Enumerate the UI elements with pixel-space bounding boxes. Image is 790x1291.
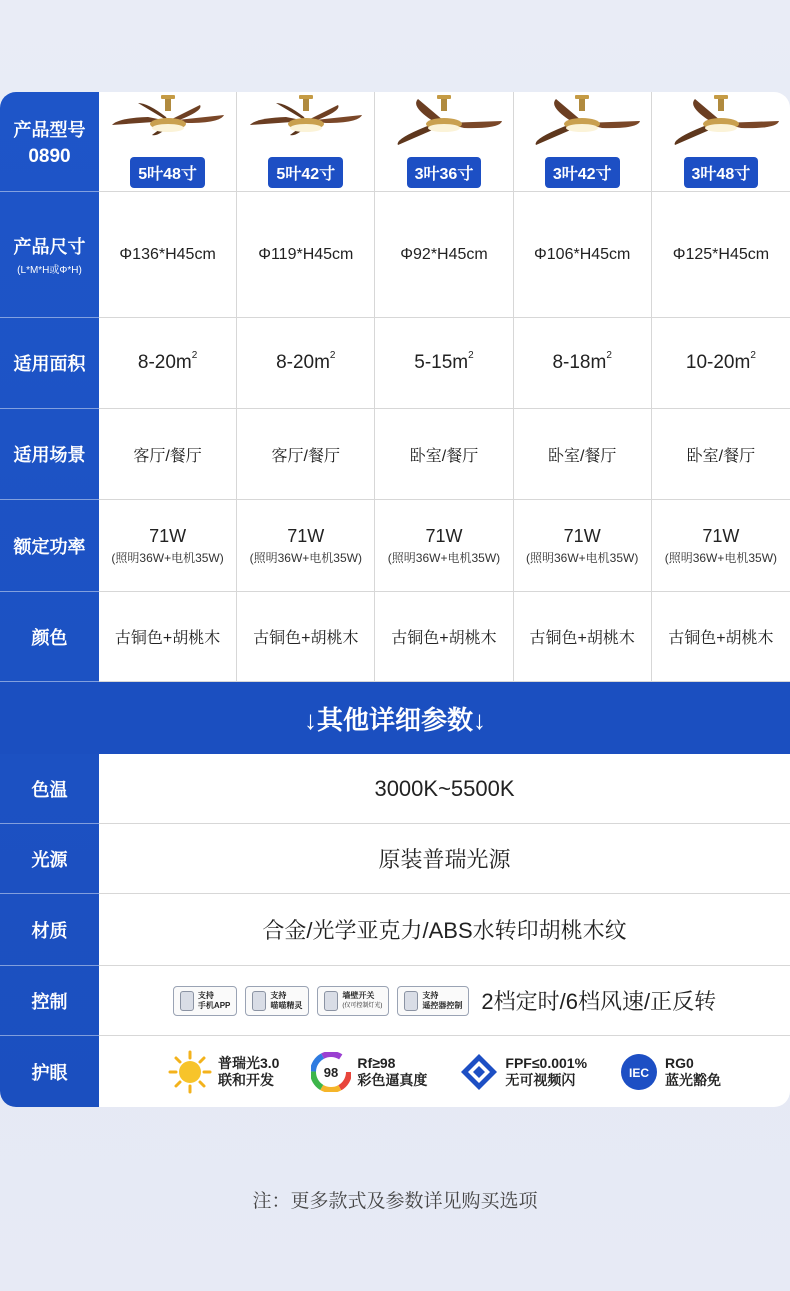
area-cell-5 [652, 318, 790, 409]
product-badge: 5叶48寸 [130, 157, 205, 188]
scene-cell-3: 卧室/餐厅 [375, 409, 513, 500]
power-value: 71W [702, 525, 740, 546]
size-cell-1: Φ136*H45cm [99, 192, 237, 318]
area-unit-sup: 2 [606, 350, 612, 361]
eye-row [99, 1036, 790, 1107]
area-unit-sup: 2 [468, 350, 474, 361]
control-chip-text [270, 991, 302, 1011]
footnote: 注：更多款式及参数详见购买选项 [252, 1191, 538, 1212]
ceiling-fan-icon [246, 95, 366, 151]
control-chip-1 [173, 986, 237, 1016]
color-cell-1: 古铜色+胡桃木 [99, 592, 237, 682]
eye-iec-line1: RG0 [665, 1054, 694, 1071]
size-cell-5: Φ125*H45cm [652, 192, 790, 318]
phone-icon [180, 991, 194, 1011]
light-value: 原装普瑞光源 [99, 824, 790, 894]
ceiling-fan-icon [384, 95, 504, 151]
label-area: 适用面积 [0, 318, 99, 409]
eye-item-sun [168, 1050, 279, 1094]
control-chip-text [342, 991, 382, 1011]
ceiling-fan-icon [108, 95, 228, 151]
ceiling-fan-icon [522, 95, 642, 151]
scene-cell-2: 客厅/餐厅 [237, 409, 375, 500]
power-value: 71W [149, 525, 187, 546]
power-cell-3 [375, 500, 513, 592]
area-value: 8-18m [552, 352, 607, 373]
product-badge: 3叶48寸 [684, 157, 759, 188]
spec-table [0, 92, 790, 1107]
control-chip-text [198, 991, 230, 1011]
label-control: 控制 [0, 966, 99, 1036]
label-eye: 护眼 [31, 1062, 68, 1083]
eye-iec-line2: 蓝光豁免 [665, 1071, 722, 1088]
eye-sun-line2: 联和开发 [217, 1071, 274, 1088]
area-cell-2 [237, 318, 375, 409]
power-value: 71W [425, 525, 463, 546]
power-value: 71W [563, 525, 601, 546]
control-chip-2 [245, 986, 309, 1016]
label-material: 材质 [0, 894, 99, 966]
eye-rf-line1: Rf≥98 [357, 1054, 396, 1071]
control-row [99, 966, 790, 1036]
control-chips [173, 986, 477, 1016]
scene-cell-1: 客厅/餐厅 [99, 409, 237, 500]
power-detail: (照明36W+电机35W) [387, 550, 501, 565]
product-header-3 [375, 92, 513, 192]
label-model [0, 92, 99, 192]
eye-item-rf [311, 1052, 427, 1092]
control-chip-line1: 支持 [270, 990, 287, 1000]
area-unit-sup: 2 [191, 350, 198, 361]
label-color: 颜色 [0, 592, 99, 682]
label-size-sub: (L*M*H或Φ*H) [17, 265, 82, 276]
eye-sun-line1: 普瑞光3.0 [217, 1054, 280, 1071]
color-cell-2: 古铜色+胡桃木 [237, 592, 375, 682]
area-value: 5-15m [414, 352, 469, 373]
iec-badge-text: IEC [629, 1065, 650, 1080]
product-header-1 [99, 92, 237, 192]
area-cell-4 [514, 318, 652, 409]
label-size-title: 产品尺寸 [13, 237, 86, 257]
switch-icon [324, 991, 338, 1011]
power-detail: (照明36W+电机35W) [664, 550, 778, 565]
product-badge: 3叶42寸 [545, 157, 620, 188]
power-cell-4 [514, 500, 652, 592]
area-value: 8-20m [276, 352, 330, 373]
power-detail: (照明36W+电机35W) [526, 550, 639, 565]
ceiling-fan-icon [661, 95, 781, 151]
label-temp: 色温 [0, 754, 99, 824]
control-chip-line2: 遥控器控制 [422, 1000, 463, 1010]
product-header-5 [652, 92, 790, 192]
detail-banner: ↓其他详细参数↓ [0, 682, 790, 754]
diamond-icon [459, 1052, 499, 1092]
control-text: 2档定时/6档风速/正反转 [481, 989, 717, 1014]
color-wheel-icon [311, 1052, 351, 1092]
area-value: 8-20m [137, 352, 192, 373]
eye-item-iec [619, 1052, 721, 1092]
area-cell-3 [375, 318, 513, 409]
area-value: 10-20m [685, 352, 751, 373]
control-chip-line1: 墙壁开关 [342, 990, 375, 1000]
power-detail: (照明36W+电机35W) [249, 550, 362, 565]
area-unit-sup: 2 [329, 350, 336, 361]
control-chip-line2: 喵喵精灵 [270, 1000, 303, 1010]
control-chip-line2: 手机APP [197, 1000, 231, 1010]
color-cell-4: 古铜色+胡桃木 [514, 592, 652, 682]
area-unit-sup: 2 [750, 350, 756, 361]
label-size [0, 192, 99, 318]
color-cell-3: 古铜色+胡桃木 [375, 592, 513, 682]
control-chip-text [422, 991, 462, 1011]
control-chip-line1: 支持 [197, 990, 214, 1000]
material-value: 合金/光学亚克力/ABS水转印胡桃木纹 [99, 894, 790, 966]
power-detail: (照明36W+电机35W) [111, 550, 224, 565]
eye-fpf-line1: FPF≤0.001% [505, 1054, 588, 1071]
power-cell-5 [652, 500, 790, 592]
power-cell-1 [99, 500, 237, 592]
iec-icon [619, 1052, 659, 1092]
label-light: 光源 [0, 824, 99, 894]
eye-fpf-line2: 无可视频闪 [505, 1071, 576, 1088]
size-cell-2: Φ119*H45cm [237, 192, 375, 318]
scene-cell-4: 卧室/餐厅 [514, 409, 652, 500]
label-model-title: 产品型号 [13, 119, 86, 140]
control-chip-3 [317, 986, 389, 1016]
rf-badge-text: 98 [324, 1064, 339, 1080]
area-cell-1 [99, 318, 237, 409]
temp-value: 3000K~5500K [99, 754, 790, 824]
product-badge: 5叶42寸 [268, 157, 343, 188]
size-cell-3: Φ92*H45cm [375, 192, 513, 318]
label-scene: 适用场景 [0, 409, 99, 500]
label-model-number: 0890 [28, 145, 71, 167]
power-value: 71W [287, 525, 325, 546]
label-power: 额定功率 [0, 500, 99, 592]
sun-icon [168, 1050, 212, 1094]
product-badge: 3叶36寸 [407, 157, 482, 188]
control-chip-line1: 支持 [422, 990, 439, 1000]
control-chip-line2: (仅可控制灯光) [342, 1002, 383, 1009]
speaker-icon [252, 991, 266, 1011]
eye-rf-line2: 彩色逼真度 [357, 1071, 428, 1088]
product-header-2 [237, 92, 375, 192]
size-cell-4: Φ106*H45cm [514, 192, 652, 318]
remote-icon [404, 991, 418, 1011]
eye-item-fpf [459, 1052, 587, 1092]
control-chip-4 [397, 986, 469, 1016]
power-cell-2 [237, 500, 375, 592]
scene-cell-5: 卧室/餐厅 [652, 409, 790, 500]
product-header-4 [514, 92, 652, 192]
color-cell-5: 古铜色+胡桃木 [652, 592, 790, 682]
